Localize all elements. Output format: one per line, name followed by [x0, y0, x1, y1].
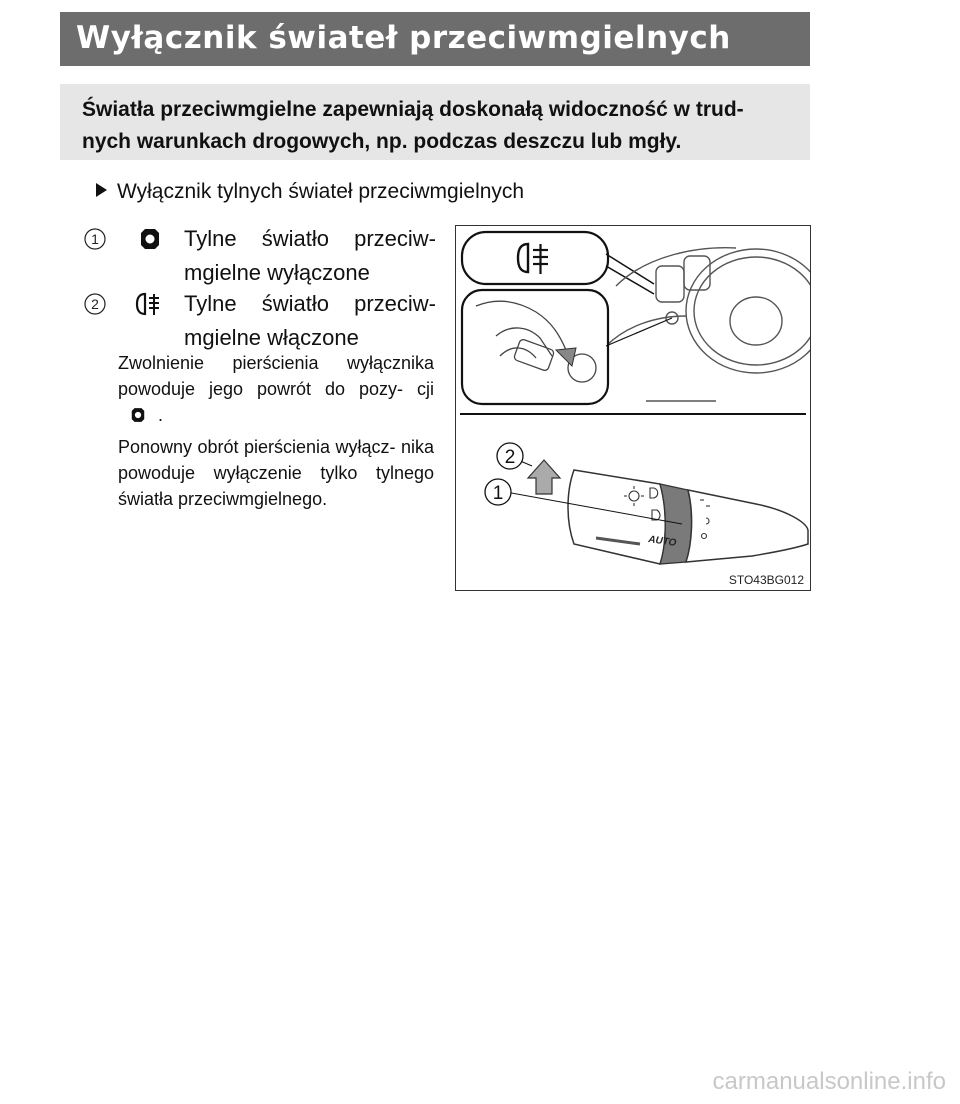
note-paragraph-1 [118, 350, 434, 428]
watermark: carmanualsonline.info [712, 1068, 946, 1095]
item-line-1: Tylne światło przeciw- [184, 226, 436, 251]
intro-box [60, 84, 810, 160]
fog-light-off-icon [136, 226, 164, 252]
note-1-tail-before: cji [416, 379, 434, 399]
item-text [184, 222, 436, 290]
item-number: 1 [91, 231, 99, 247]
lever-switch-drawing [568, 470, 808, 564]
switch-illustration [455, 225, 811, 591]
callout-2 [497, 443, 523, 469]
page-title: Wyłącznik świateł przeciwmgielnych [60, 12, 810, 66]
rotation-arrow-icon [528, 460, 560, 494]
hand-inset [462, 290, 608, 404]
item-line-2: mgielne wyłączone [184, 260, 370, 285]
callout-2-number: 2 [504, 447, 516, 468]
item-line-1: Tylne światło przeciw- [184, 291, 436, 316]
illustration-code: STO43BG012 [728, 573, 804, 587]
intro-line-2: nych warunkach drogowych, np. podczas deszczu lub mgły. [82, 130, 682, 153]
item-text [184, 287, 436, 355]
item-number: 2 [91, 296, 99, 312]
circled-number-1-icon [84, 228, 106, 250]
switch-auto-label: AUTO [647, 534, 677, 549]
callout-1 [485, 479, 511, 505]
rear-fog-light-icon [134, 291, 162, 317]
intro-line-1: Światła przeciwmgielne zapewniają doskonałą widoczność w trud- [82, 98, 744, 121]
note-1-tail-after: . [158, 405, 164, 425]
fog-light-off-icon [128, 406, 148, 424]
section-heading-text: Wyłącznik tylnych świateł przeciwmgielnych [117, 180, 525, 203]
triangle-bullet-icon [96, 183, 107, 197]
list-item [84, 287, 436, 357]
circled-number-2-icon [84, 293, 106, 315]
list-item [84, 222, 436, 292]
note-1-text: Zwolnienie pierścienia wyłącznika powoduje jego powrót do pozy- [118, 353, 434, 399]
callout-1-number: 1 [492, 483, 504, 504]
note-paragraph-2: Ponowny obrót pierścienia wyłącz- nika powoduje wyłączenie tylko tylnego światła przeciwmgielnego. [118, 437, 434, 509]
illustration-drawing [456, 226, 810, 590]
section-heading [96, 180, 524, 204]
steering-wheel-drawing [596, 248, 810, 401]
item-line-2: mgielne włączone [184, 325, 359, 350]
